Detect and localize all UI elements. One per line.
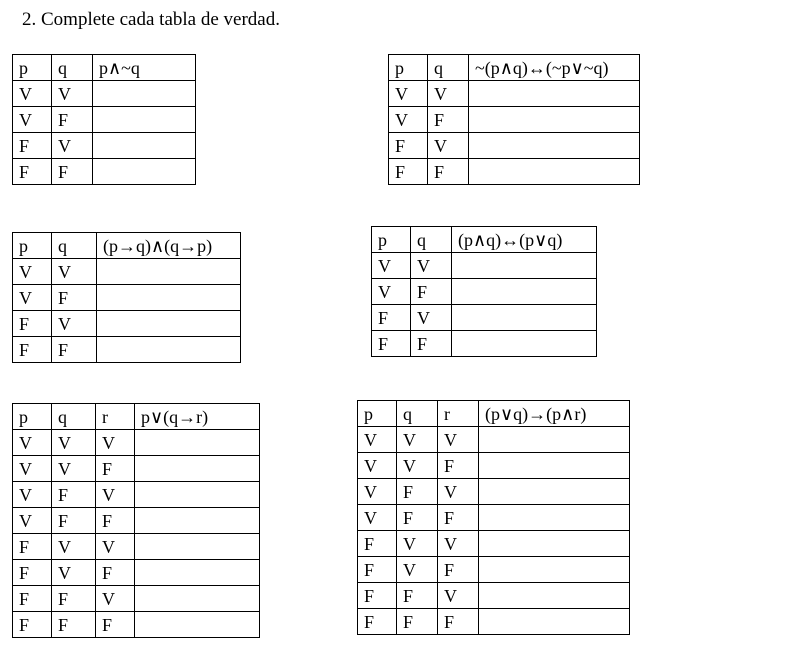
table-row [358, 479, 630, 505]
table-row [358, 583, 630, 609]
header-expression: (p∨q)→(p∧r) [479, 401, 630, 427]
table-row [13, 337, 241, 363]
answer-cell[interactable] [452, 331, 597, 357]
truth-table-3 [12, 232, 241, 363]
answer-cell[interactable] [452, 305, 597, 331]
cell-q: V [397, 427, 438, 453]
table-row [13, 534, 260, 560]
answer-cell[interactable] [97, 337, 241, 363]
table-row [372, 253, 597, 279]
cell-p: V [13, 456, 52, 482]
cell-p: F [372, 305, 411, 331]
table-header-row [13, 404, 260, 430]
cell-p: F [389, 133, 428, 159]
cell-q: F [428, 107, 469, 133]
table-row [358, 557, 630, 583]
cell-q: F [52, 482, 96, 508]
answer-cell[interactable] [479, 453, 630, 479]
answer-cell[interactable] [135, 586, 260, 612]
table-row [13, 456, 260, 482]
table-row [358, 531, 630, 557]
cell-q: F [52, 508, 96, 534]
answer-cell[interactable] [135, 508, 260, 534]
cell-p: V [13, 81, 52, 107]
table-row [389, 81, 640, 107]
header-q: q [52, 404, 96, 430]
table-row [13, 259, 241, 285]
answer-cell[interactable] [93, 133, 196, 159]
cell-p: F [358, 583, 397, 609]
cell-p: F [358, 531, 397, 557]
cell-p: V [13, 259, 52, 285]
cell-p: V [13, 508, 52, 534]
table-row [389, 107, 640, 133]
answer-cell[interactable] [452, 279, 597, 305]
header-expression: (p∧q)↔(p∨q) [452, 227, 597, 253]
table-row [13, 586, 260, 612]
answer-cell[interactable] [93, 81, 196, 107]
cell-r: F [438, 453, 479, 479]
table-row [13, 430, 260, 456]
cell-q: V [52, 311, 97, 337]
cell-q: V [397, 557, 438, 583]
cell-q: V [52, 456, 96, 482]
header-r: r [438, 401, 479, 427]
header-q: q [411, 227, 452, 253]
cell-q: V [411, 253, 452, 279]
cell-q: F [52, 612, 96, 638]
header-q: q [52, 233, 97, 259]
cell-p: F [358, 609, 397, 635]
header-p: p [389, 55, 428, 81]
answer-cell[interactable] [479, 583, 630, 609]
answer-cell[interactable] [479, 479, 630, 505]
cell-r: V [96, 586, 135, 612]
answer-cell[interactable] [93, 159, 196, 185]
cell-p: V [358, 453, 397, 479]
cell-r: F [96, 612, 135, 638]
table-row [389, 133, 640, 159]
cell-p: F [13, 586, 52, 612]
answer-cell[interactable] [479, 531, 630, 557]
header-q: q [52, 55, 93, 81]
header-r: r [96, 404, 135, 430]
answer-cell[interactable] [452, 253, 597, 279]
cell-r: V [438, 427, 479, 453]
cell-p: V [389, 81, 428, 107]
answer-cell[interactable] [469, 133, 640, 159]
answer-cell[interactable] [135, 430, 260, 456]
cell-p: V [358, 427, 397, 453]
answer-cell[interactable] [135, 534, 260, 560]
cell-q: V [52, 133, 93, 159]
cell-r: V [438, 479, 479, 505]
cell-q: V [397, 453, 438, 479]
answer-cell[interactable] [135, 482, 260, 508]
table-header-row [13, 233, 241, 259]
cell-q: F [52, 285, 97, 311]
table-row [372, 331, 597, 357]
table-row [358, 453, 630, 479]
header-p: p [358, 401, 397, 427]
cell-q: F [52, 107, 93, 133]
cell-q: V [52, 81, 93, 107]
cell-p: F [13, 534, 52, 560]
table-row [358, 505, 630, 531]
cell-r: V [96, 482, 135, 508]
cell-q: V [428, 133, 469, 159]
truth-table-4 [371, 226, 597, 357]
cell-r: V [96, 430, 135, 456]
truth-table-1 [12, 54, 196, 185]
cell-q: V [52, 259, 97, 285]
cell-p: F [13, 133, 52, 159]
answer-cell[interactable] [469, 159, 640, 185]
cell-q: F [397, 479, 438, 505]
cell-q: F [397, 583, 438, 609]
header-p: p [13, 404, 52, 430]
table-header-row [372, 227, 597, 253]
answer-cell[interactable] [97, 259, 241, 285]
cell-q: F [411, 331, 452, 357]
header-p: p [372, 227, 411, 253]
table-row [13, 107, 196, 133]
cell-q: V [428, 81, 469, 107]
answer-cell[interactable] [479, 557, 630, 583]
cell-p: V [358, 505, 397, 531]
cell-r: F [96, 456, 135, 482]
table-row [13, 81, 196, 107]
cell-q: F [428, 159, 469, 185]
table-header-row [13, 55, 196, 81]
cell-q: F [52, 337, 97, 363]
cell-r: V [96, 534, 135, 560]
cell-q: V [52, 534, 96, 560]
truth-table-2 [388, 54, 640, 185]
answer-cell[interactable] [479, 609, 630, 635]
answer-cell[interactable] [135, 456, 260, 482]
cell-p: F [358, 557, 397, 583]
answer-cell[interactable] [479, 427, 630, 453]
cell-p: F [13, 311, 52, 337]
answer-cell[interactable] [479, 505, 630, 531]
header-expression: p∨(q→r) [135, 404, 260, 430]
table-header-row [389, 55, 640, 81]
truth-table-6 [357, 400, 630, 635]
answer-cell[interactable] [135, 560, 260, 586]
cell-p: V [389, 107, 428, 133]
cell-r: F [438, 609, 479, 635]
table-row [372, 305, 597, 331]
cell-p: V [372, 279, 411, 305]
cell-p: F [13, 612, 52, 638]
exercise-title: 2. Complete cada tabla de verdad. [22, 9, 280, 30]
answer-cell[interactable] [469, 81, 640, 107]
cell-q: V [397, 531, 438, 557]
cell-r: F [438, 557, 479, 583]
table-row [358, 609, 630, 635]
table-row [13, 311, 241, 337]
table-row [13, 612, 260, 638]
cell-r: V [438, 531, 479, 557]
cell-r: F [438, 505, 479, 531]
cell-p: V [13, 430, 52, 456]
table-row [13, 285, 241, 311]
cell-q: F [397, 609, 438, 635]
table-header-row [358, 401, 630, 427]
cell-p: F [389, 159, 428, 185]
header-expression: ~(p∧q)↔(~p∨~q) [469, 55, 640, 81]
answer-cell[interactable] [97, 285, 241, 311]
cell-r: V [438, 583, 479, 609]
cell-r: F [96, 560, 135, 586]
cell-q: F [411, 279, 452, 305]
cell-q: V [411, 305, 452, 331]
table-row [358, 427, 630, 453]
header-expression: p∧~q [93, 55, 196, 81]
header-p: p [13, 233, 52, 259]
cell-p: V [13, 285, 52, 311]
cell-p: V [13, 107, 52, 133]
table-row [13, 133, 196, 159]
table-row [372, 279, 597, 305]
cell-q: F [52, 586, 96, 612]
cell-q: V [52, 560, 96, 586]
table-row [389, 159, 640, 185]
answer-cell[interactable] [469, 107, 640, 133]
cell-p: F [13, 159, 52, 185]
cell-q: F [397, 505, 438, 531]
truth-table-5 [12, 403, 260, 638]
cell-p: V [13, 482, 52, 508]
table-row [13, 482, 260, 508]
header-expression: (p→q)∧(q→p) [97, 233, 241, 259]
answer-cell[interactable] [93, 107, 196, 133]
cell-p: F [13, 337, 52, 363]
answer-cell[interactable] [97, 311, 241, 337]
header-q: q [397, 401, 438, 427]
cell-p: F [13, 560, 52, 586]
header-q: q [428, 55, 469, 81]
cell-q: V [52, 430, 96, 456]
cell-p: F [372, 331, 411, 357]
cell-p: V [372, 253, 411, 279]
table-row [13, 508, 260, 534]
table-row [13, 560, 260, 586]
table-row [13, 159, 196, 185]
cell-r: F [96, 508, 135, 534]
answer-cell[interactable] [135, 612, 260, 638]
cell-q: F [52, 159, 93, 185]
cell-p: V [358, 479, 397, 505]
header-p: p [13, 55, 52, 81]
